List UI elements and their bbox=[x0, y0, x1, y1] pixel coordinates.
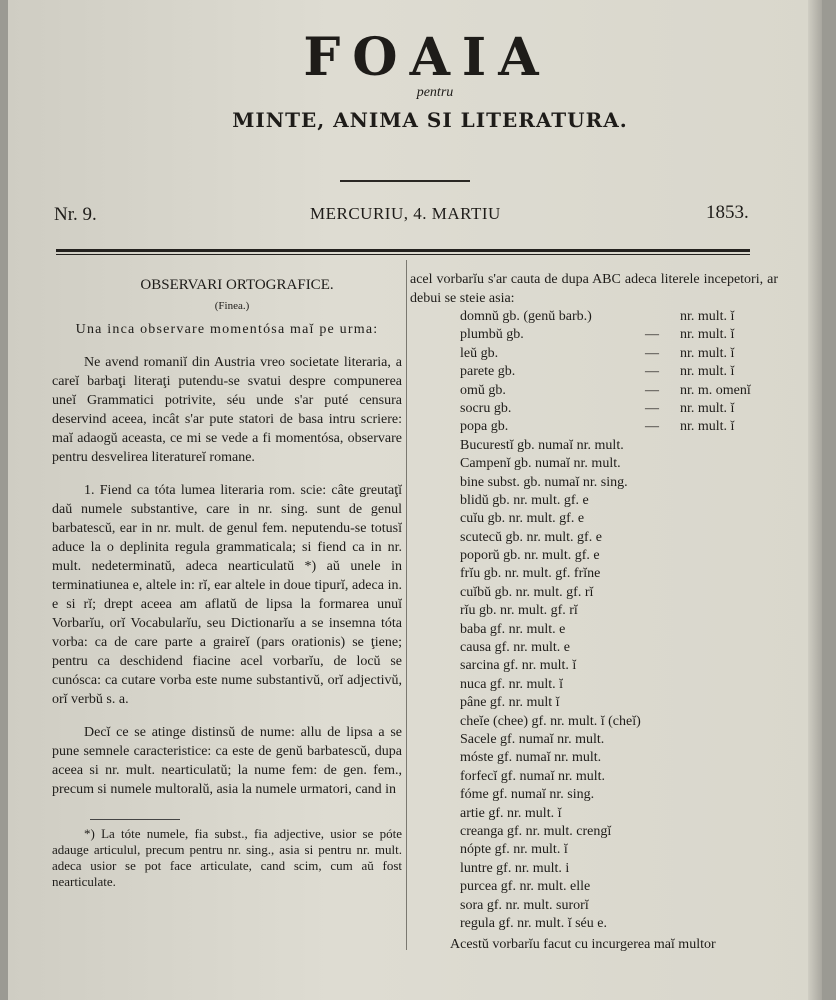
right-column bbox=[408, 270, 778, 954]
word-cell: socru gb. bbox=[460, 400, 512, 416]
word-cell: omŭ gb. bbox=[460, 382, 506, 398]
plural-cell: nr. mult. ĭ bbox=[680, 419, 735, 435]
list-item: creanga gf. nr. mult. crengĭ bbox=[460, 823, 612, 839]
left-column bbox=[52, 276, 402, 890]
list-item: forfecĭ gf. numaĭ nr. mult. bbox=[460, 768, 606, 784]
table-row bbox=[408, 345, 778, 363]
word-cell: leŭ gb. bbox=[460, 345, 499, 361]
table-row bbox=[408, 418, 778, 436]
ornament-rule bbox=[340, 180, 470, 182]
list-item: móste gf. numaĭ nr. mult. bbox=[460, 750, 602, 766]
dash-cell: — bbox=[645, 382, 659, 398]
list-item: scutecŭ gb. nr. mult. gf. e bbox=[460, 529, 602, 545]
header-rule-thin bbox=[56, 254, 750, 255]
paragraph-2: 1. Fiend ca tóta lumea literaria rom. scie: câte greutaţĭ daŭ numele substantive, care in nr. sing. sunt de genul barbatescŭ, ear in nr. mult. de genul fem. neputendu-se totusĭ aduce la o deplinita regula grammaticala; si fiend ca in nr. mult. nedeterminatŭ, adeca nearticulatŭ *) aŭ unele in terminatiunea e, altele in: rĭ, ear altele in doue tipurĭ, adeca in. e si rĭ; drept aceea am aflatŭ de lipsa la formarea unuĭ Vorbarĭu, orĭ Vocabularĭu, seu Dictionarĭu a se insemna tóta vorba: ca de care parte a graireĭ (pars orationis) se ţiene; pentru ca deschidend fiacine acel vorbarĭu, de locŭ se cunósca: ca cutare vorba este nume substantivŭ, orĭ adjectivŭ, orĭ verbŭ s. a. bbox=[52, 483, 402, 707]
newspaper-page bbox=[8, 0, 822, 1000]
list-item: frĭu gb. nr. mult. gf. frĭne bbox=[460, 566, 601, 582]
word-cell: popa gb. bbox=[460, 419, 509, 435]
right-intro: acel vorbarĭu s'ar cauta de dupa ABC adeca literele incepetori, ar debui se steie asia: bbox=[410, 272, 778, 306]
list-item: Campenĭ gb. numaĭ nr. mult. bbox=[460, 456, 621, 472]
plural-cell: nr. mult. ĭ bbox=[680, 364, 735, 380]
newspaper-title: FOAIA bbox=[303, 27, 551, 88]
list-item: cheĭe (chee) gf. nr. mult. ĭ (cheĭ) bbox=[460, 713, 641, 729]
plural-cell: nr. mult. ĭ bbox=[680, 400, 735, 416]
issue-number: Nr. 9. bbox=[54, 204, 97, 225]
issue-date: MERCURIU, 4. MARTIU bbox=[310, 204, 501, 223]
table-row bbox=[408, 308, 778, 326]
closing-line: Acestŭ vorbarĭu facut cu incurgerea maĭ multor bbox=[450, 937, 716, 953]
list-item: regula gf. nr. mult. ĭ séu e. bbox=[460, 915, 607, 931]
list-item: nópte gf. nr. mult. ĭ bbox=[460, 842, 568, 858]
table-row bbox=[408, 400, 778, 418]
list-item: cuĭbŭ gb. nr. mult. gf. rĭ bbox=[460, 584, 594, 600]
plural-cell: nr. mult. ĭ bbox=[680, 309, 735, 324]
paragraph-3: Decĭ ce se atinge distinsŭ de nume: allu de lipsa a se pune semnele caracteristice: ca este de genŭ barbatescŭ, dupa aceea si nr. mult. nearticulatŭ; la nume fem: de gen. fem., precum si numele multoralŭ, asia la numele urmatori, cand in bbox=[52, 725, 402, 797]
plural-cell: nr. mult. ĭ bbox=[680, 345, 735, 361]
table-row bbox=[408, 382, 778, 400]
word-cell: plumbŭ gb. bbox=[460, 327, 524, 343]
list-item: causa gf. nr. mult. e bbox=[460, 640, 571, 656]
list-item: sarcina gf. nr. mult. ĭ bbox=[460, 658, 577, 674]
list-item: purcea gf. nr. mult. elle bbox=[460, 879, 591, 895]
issue-year: 1853. bbox=[706, 202, 749, 223]
dash-cell: — bbox=[645, 400, 659, 416]
list-item: sora gf. nr. mult. surorĭ bbox=[460, 897, 589, 913]
paragraph-1: Ne avend romaniĭ din Austria vreo societate literaria, a careĭ barbaţi literaţi putendu-se svatui despre compunerea uneĭ Grammatici potrivite, séu unde s'ar puté censura deservind aceea, incât s'ar pute statori de basa intru scriere: maĭ adaogŭ aceasta, ce mi se vede a fi momentósa, observare pentru desvelirea literatureĭ romane. bbox=[52, 355, 402, 465]
list-item: nuca gf. nr. mult. ĭ bbox=[460, 676, 564, 692]
word-cell: parete gb. bbox=[460, 364, 516, 380]
noun-table bbox=[408, 308, 778, 437]
list-item: pâne gf. nr. mult ĭ bbox=[460, 695, 560, 711]
newspaper-subtitle: MINTE, ANIMA SI LITERATURA. bbox=[232, 108, 628, 132]
list-item: rĭu gb. nr. mult. gf. rĭ bbox=[460, 603, 578, 619]
list-item: Sacele gf. numaĭ nr. mult. bbox=[460, 731, 605, 747]
word-cell: domnŭ gb. (genŭ barb.) bbox=[460, 309, 592, 324]
article-subtitle: (Finea.) bbox=[214, 300, 250, 312]
masthead bbox=[8, 28, 822, 132]
article-intro: Una inca observare momentósa maĭ pe urma: bbox=[75, 322, 379, 337]
article-title: OBSERVARI ORTOGRAFICE. bbox=[140, 277, 334, 293]
title-connector: pentru bbox=[416, 85, 454, 100]
dash-cell bbox=[624, 308, 680, 326]
list-item: baba gf. nr. mult. e bbox=[460, 621, 566, 637]
footnote-rule bbox=[90, 819, 180, 820]
dash-cell: — bbox=[645, 345, 659, 361]
list-item: blidŭ gb. nr. mult. gf. e bbox=[460, 492, 589, 508]
dash-cell: — bbox=[645, 364, 659, 380]
list-item: cuĭu gb. nr. mult. gf. e bbox=[460, 511, 585, 527]
list-item: bine subst. gb. numaĭ nr. sing. bbox=[460, 474, 628, 490]
table-row bbox=[408, 326, 778, 344]
dash-cell: — bbox=[645, 419, 659, 435]
plural-cell: nr. mult. ĭ bbox=[680, 327, 735, 343]
noun-list bbox=[408, 437, 778, 934]
list-item: artie gf. nr. mult. ĭ bbox=[460, 805, 562, 821]
list-item: Bucurestĭ gb. numaĭ nr. mult. bbox=[460, 437, 624, 453]
list-item: luntre gf. nr. mult. i bbox=[460, 860, 570, 876]
dash-cell: — bbox=[645, 327, 659, 343]
list-item: fóme gf. numaĭ nr. sing. bbox=[460, 787, 595, 803]
header-rule-thick bbox=[56, 249, 750, 252]
plural-cell: nr. m. omenĭ bbox=[680, 382, 751, 398]
table-row bbox=[408, 363, 778, 381]
footnote: *) La tóte numele, fia subst., fia adjective, usior se póte adauge articulul, precum pentru nr. sing., asia si pentru nr. mult. adeca usior se pot face articulate, cand scim, cum aŭ fost nearticulate. bbox=[52, 826, 402, 889]
list-item: poporŭ gb. nr. mult. gf. e bbox=[460, 548, 600, 564]
column-separator bbox=[406, 260, 407, 950]
page-edge bbox=[808, 0, 822, 1000]
